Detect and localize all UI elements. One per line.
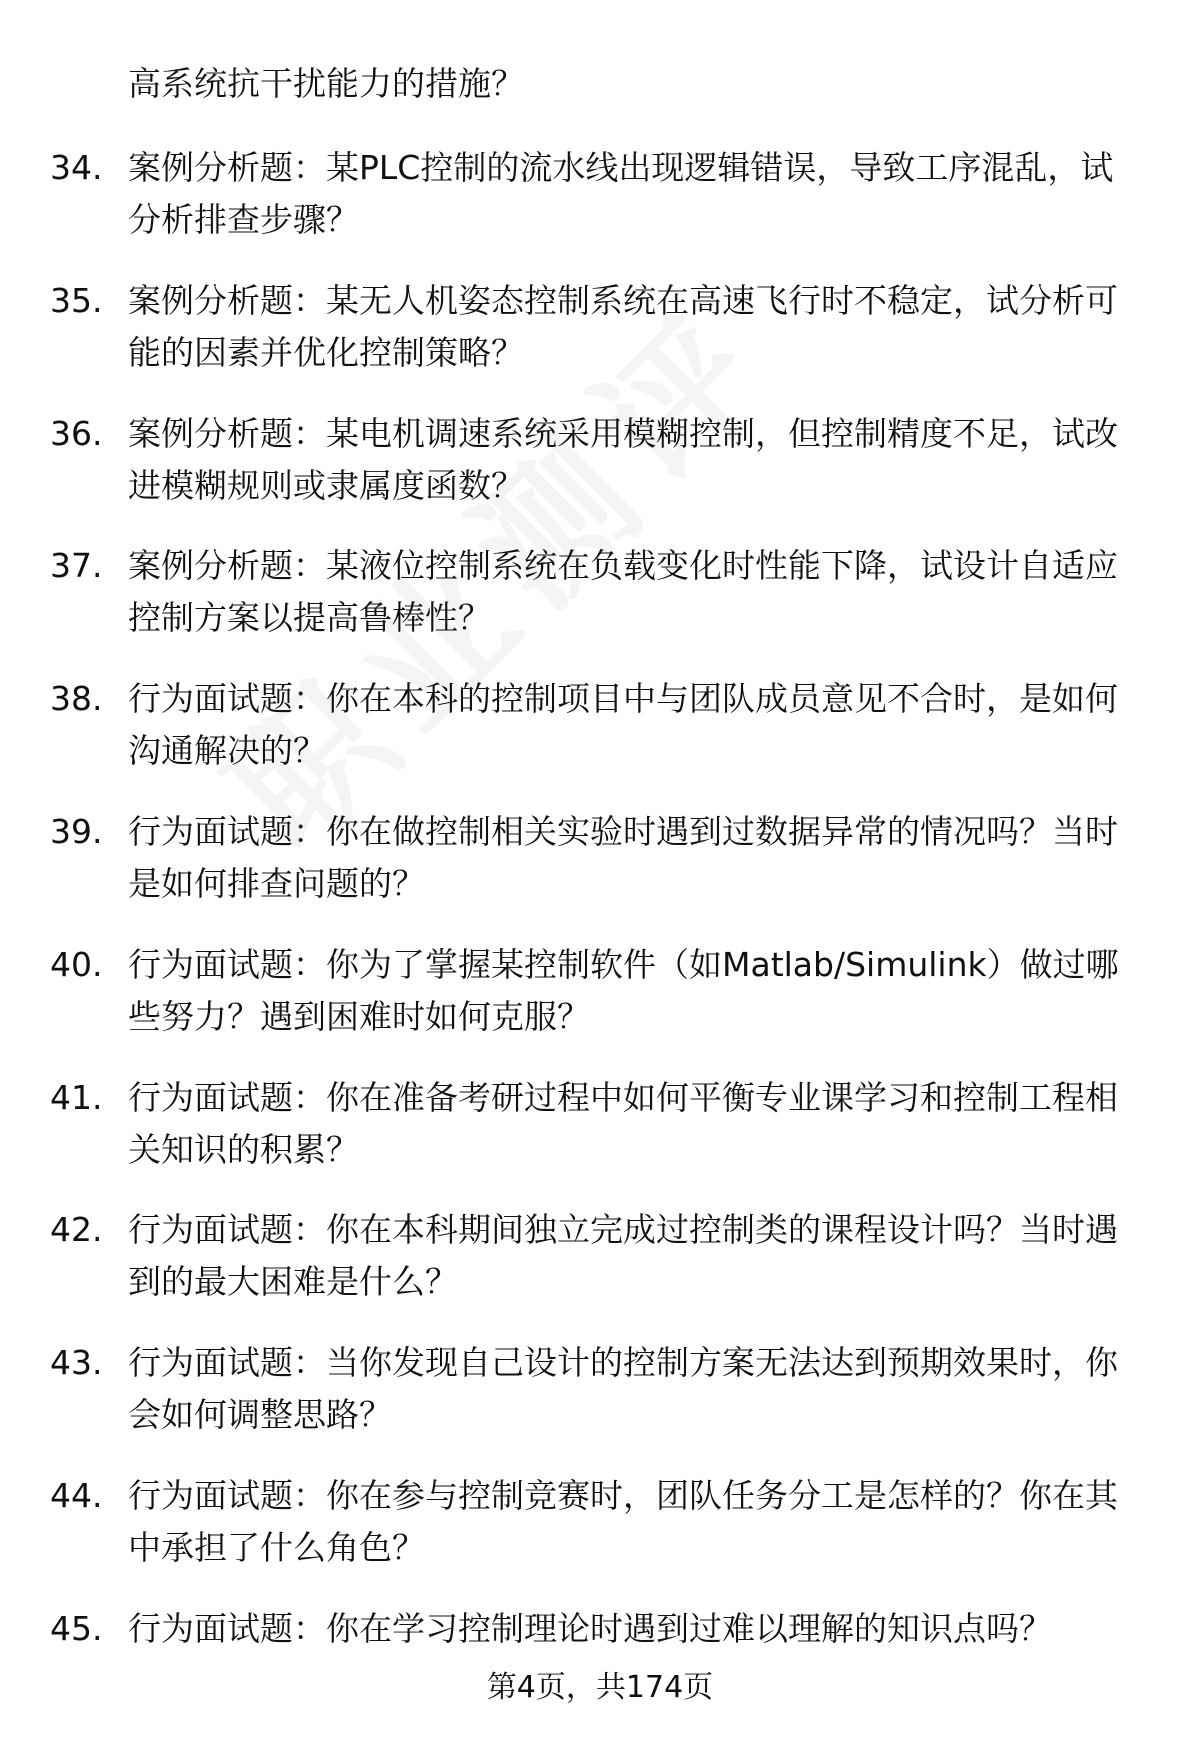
question-item bbox=[0, 540, 1200, 673]
question-text: 行为面试题：你在准备考研过程中如何平衡专业课学习和控制工程相关知识的积累？ bbox=[128, 1077, 1118, 1169]
question-number: 39. bbox=[50, 811, 103, 851]
question-text: 行为面试题：你在学习控制理论时遇到过难以理解的知识点吗？ bbox=[128, 1608, 1052, 1648]
question-text: 行为面试题：你在本科期间独立完成过控制类的课程设计吗？当时遇到的最大困难是什么？ bbox=[128, 1210, 1118, 1302]
question-item bbox=[0, 1470, 1200, 1603]
question-text: 案例分析题：某电机调速系统采用模糊控制，但控制精度不足，试改进模糊规则或隶属度函数？ bbox=[128, 413, 1118, 505]
question-number: 45. bbox=[50, 1608, 103, 1648]
question-number: 34. bbox=[50, 148, 103, 187]
question-number: 41. bbox=[50, 1077, 103, 1117]
question-number: 37. bbox=[50, 546, 103, 586]
question-list bbox=[0, 142, 1200, 1736]
question-number: 38. bbox=[50, 679, 103, 719]
question-item bbox=[0, 1337, 1200, 1470]
question-text: 行为面试题：你在本科的控制项目中与团队成员意见不合时，是如何沟通解决的？ bbox=[128, 679, 1118, 771]
question-item bbox=[0, 275, 1200, 408]
question-number: 36. bbox=[50, 413, 103, 453]
question-item bbox=[0, 142, 1200, 275]
question-number: 40. bbox=[50, 944, 103, 984]
question-number: 42. bbox=[50, 1210, 103, 1250]
question-text: 案例分析题：某PLC控制的流水线出现逻辑错误，导致工序混乱，试分析排查步骤？ bbox=[128, 148, 1114, 239]
question-text: 案例分析题：某无人机姿态控制系统在高速飞行时不稳定，试分析可能的因素并优化控制策略？ bbox=[128, 280, 1118, 372]
page-number: 第4页，共174页 bbox=[486, 1670, 714, 1705]
question-text: 行为面试题：你在做控制相关实验时遇到过数据异常的情况吗？当时是如何排查问题的？ bbox=[128, 811, 1118, 903]
question-item bbox=[0, 1072, 1200, 1205]
question-number: 44. bbox=[50, 1475, 103, 1515]
question-item bbox=[0, 1204, 1200, 1337]
question-item bbox=[0, 939, 1200, 1072]
question-text: 行为面试题：当你发现自己设计的控制方案无法达到预期效果时，你会如何调整思路？ bbox=[128, 1343, 1118, 1435]
question-item bbox=[0, 806, 1200, 939]
question-text: 案例分析题：某液位控制系统在负载变化时性能下降，试设计自适应控制方案以提高鲁棒性？ bbox=[128, 546, 1118, 638]
question-item bbox=[0, 408, 1200, 541]
question-number: 35. bbox=[50, 280, 103, 320]
question-number: 43. bbox=[50, 1343, 103, 1383]
continued-question-text: 高系统抗干扰能力的措施？ bbox=[128, 64, 524, 103]
question-item bbox=[0, 673, 1200, 806]
question-text: 行为面试题：你为了掌握某控制软件（如Matlab/Simulink）做过哪些努力？遇到困难时如何克服？ bbox=[128, 944, 1119, 1036]
question-text: 行为面试题：你在参与控制竞赛时，团队任务分工是怎样的？你在其中承担了什么角色？ bbox=[128, 1475, 1118, 1567]
